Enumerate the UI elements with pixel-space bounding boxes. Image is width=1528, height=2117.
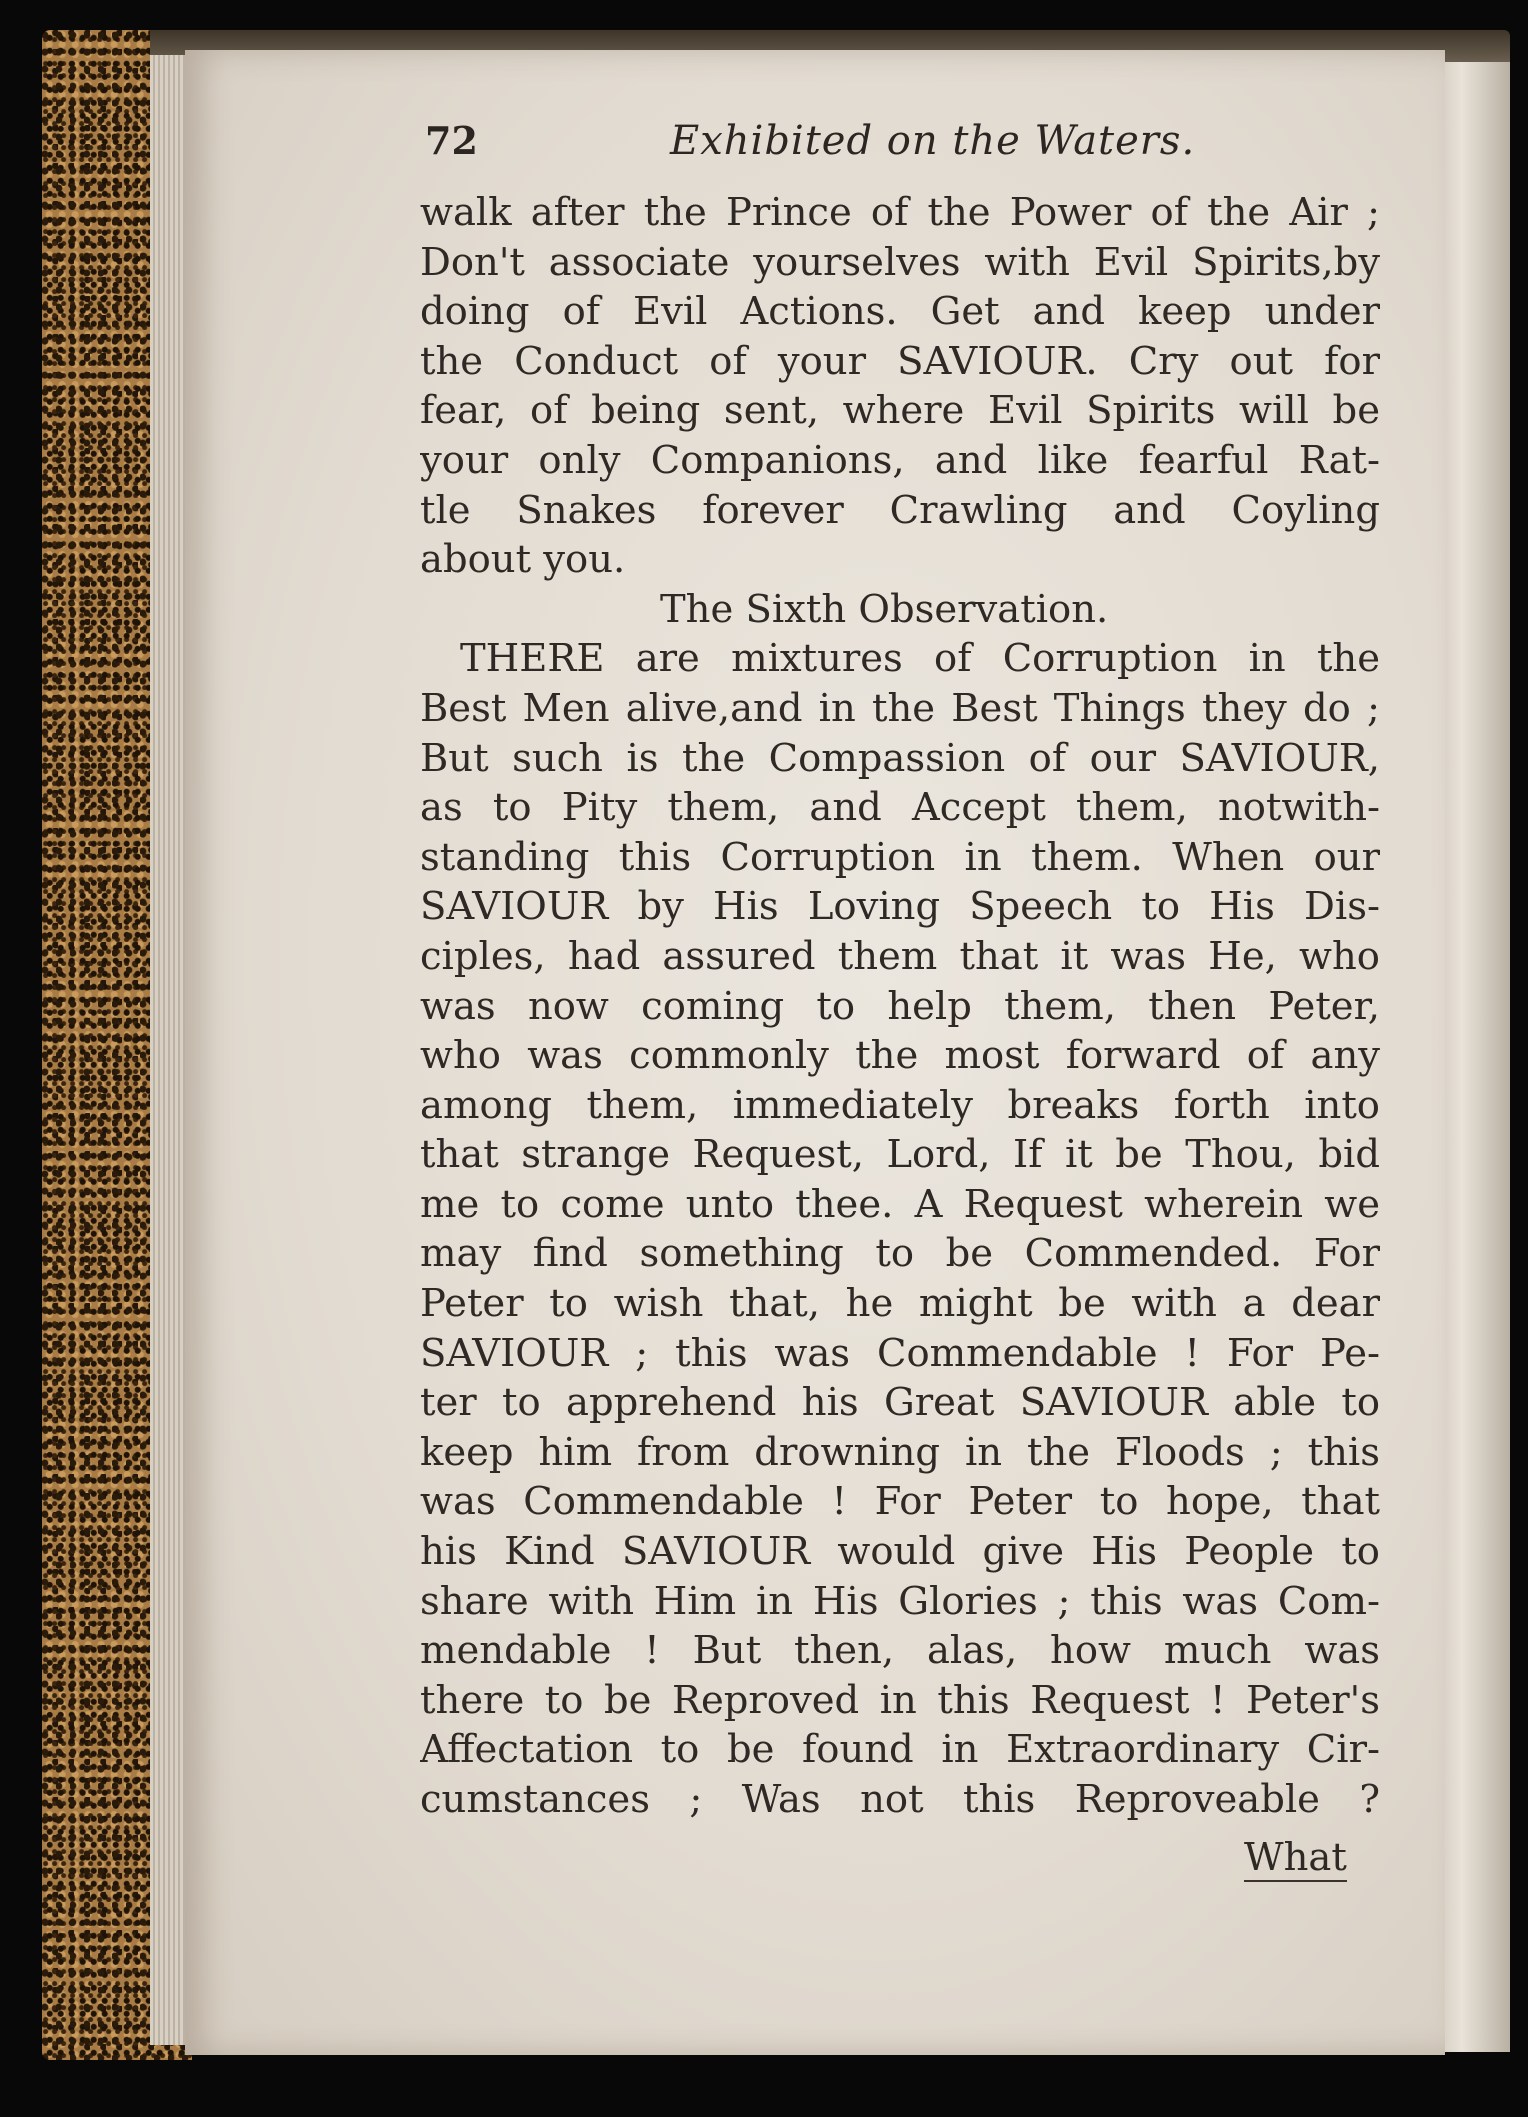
page-block-edge: [150, 55, 190, 2045]
text-line: ciples, had assured them that it was He, who: [420, 933, 1380, 979]
text-line: walk after the Prince of the Power of the Air ;: [420, 190, 1380, 235]
text-line: who was commonly the most forward of any: [420, 1033, 1380, 1079]
text-line: your only Companions, and like fearful Rat-: [420, 437, 1380, 483]
text-line: But such is the Compassion of our SAVIOUR,: [420, 735, 1380, 781]
text-line: SAVIOUR ; this was Commendable ! For Pe-: [420, 1330, 1380, 1376]
text-line: there to be Reproved in this Request ! Peter's: [420, 1677, 1380, 1723]
text-line: Don't associate yourselves with Evil Spirits,by: [420, 239, 1380, 285]
text-line: ter to apprehend his Great SAVIOUR able to: [420, 1380, 1380, 1426]
text-line: Peter to wish that, he might be with a dear: [420, 1281, 1380, 1327]
text-line: among them, immediately breaks forth into: [420, 1082, 1380, 1128]
text-line: that strange Request, Lord, If it be Thou, bid: [420, 1132, 1380, 1178]
running-head: Exhibited on the Waters.: [670, 118, 1196, 164]
text-line: me to come unto thee. A Request wherein we: [420, 1181, 1380, 1227]
text-line: SAVIOUR by His Loving Speech to His Dis-: [420, 884, 1380, 930]
page-number: 72: [425, 118, 478, 163]
text-line: fear, of being sent, where Evil Spirits will be: [420, 388, 1380, 434]
text-line: tle Snakes forever Crawling and Coyling: [420, 487, 1380, 533]
body-text: [420, 188, 1380, 1825]
text-line: the Conduct of your SAVIOUR. Cry out for: [420, 338, 1380, 384]
text-line: was now coming to help them, then Peter,: [420, 983, 1380, 1029]
catchword: What: [1244, 1835, 1347, 1880]
section-heading: The Sixth Observation.: [660, 586, 1109, 632]
text-line: cumstances ; Was not this Reproveable ?: [420, 1777, 1380, 1822]
text-line: share with Him in His Glories ; this was Com-: [420, 1578, 1380, 1624]
text-line: THERE are mixtures of Corruption in the: [460, 636, 1380, 682]
text-line: keep him from drowning in the Floods ; this: [420, 1429, 1380, 1475]
text-line: Affectation to be found in Extraordinary Cir-: [420, 1727, 1380, 1773]
text-line: as to Pity them, and Accept them, notwith-: [420, 785, 1380, 831]
text-line: was Commendable ! For Peter to hope, that: [420, 1479, 1380, 1525]
text-line: doing of Evil Actions. Get and keep under: [420, 289, 1380, 335]
text-line: mendable ! But then, alas, how much was: [420, 1628, 1380, 1674]
text-line: standing this Corruption in them. When our: [420, 834, 1380, 880]
text-line: Best Men alive,and in the Best Things they do ;: [420, 685, 1380, 731]
page-header: [240, 118, 1380, 178]
text-line: may find something to be Commended. For: [420, 1231, 1380, 1277]
text-line: his Kind SAVIOUR would give His People to: [420, 1529, 1380, 1575]
text-line: about you.: [420, 537, 626, 583]
